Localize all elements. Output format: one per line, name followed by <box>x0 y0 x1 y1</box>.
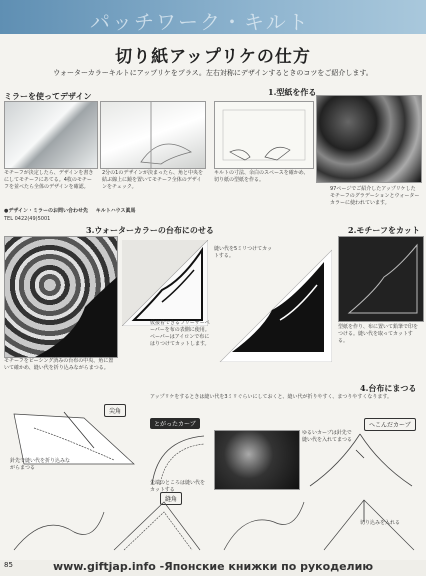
tab-corner: 縫角 <box>160 492 182 505</box>
page-title: 切り紙アップリケの仕方 <box>115 47 311 67</box>
header-band <box>0 0 426 34</box>
step1-caption: キルトの寸法、余白のスペースを確かめ、切り紙の型紙を作る。 <box>214 170 309 183</box>
mirror-info-label <box>4 208 204 215</box>
freezer-paper-photo <box>122 240 208 326</box>
step4-note-b: 先端のところは縫い代をカットする <box>150 480 206 493</box>
step4-diagram-bottom-left <box>4 492 204 554</box>
step1-pattern-svg <box>215 102 313 168</box>
step3-caption-mid: 仮接着できるフリーザーペーパーを布の表側に使用。ペーパーはアイロンで布にはりつけてカットします。 <box>150 320 210 347</box>
quilt-photo <box>316 95 422 183</box>
mirror-info-tel: TEL 0422(49)5001 <box>4 216 51 222</box>
page-number: 85 <box>4 561 13 569</box>
quilt-caption: 97ページでご紹介したアップリケしたモチーフのグラデーションとウォーターカラーに使われています。 <box>330 186 420 206</box>
mirror-photo <box>4 101 98 169</box>
step3-caption-left: モチーフをピーシング済みの台布の中央、角に置いて確かめ、縫い代を折り込みながらまつる。 <box>4 358 114 371</box>
step3-caption-right: 縫い代を5ミリつけてカットする。 <box>214 246 273 259</box>
step4-label: 4.台布にまつる <box>360 383 417 393</box>
freezer-paper-svg <box>122 240 208 326</box>
tab-outer-curve: とがったカーブ <box>150 418 200 429</box>
tab-pointed-corner: 尖角 <box>104 404 126 417</box>
step2-fabric-svg <box>339 237 423 321</box>
mirror-info-shop: キルトハウス眞馬 <box>95 208 136 214</box>
mirror-info-label-text: ●デザイン・ミラーのお問い合わせ先 <box>4 208 89 214</box>
footer-url[interactable]: www.giftjap.info -Японские книжки по рукоделию <box>52 560 374 573</box>
header-band-text: パッチワーク・キルト <box>90 10 310 34</box>
page-subtitle: ウォーターカラーキルトにアップリケをプラス。左右対称にデザインするときのコツをご紹介します。 <box>53 69 373 77</box>
step4-note-c: ゆるいカーブは針先で縫い代を入れてまつる <box>302 430 353 443</box>
step3-label: 3.ウォーターカラーの台布にのせる <box>86 225 214 235</box>
step3-floral-svg <box>5 237 117 357</box>
mirror-caption-1: モチーフが決定したら、デザインを書きにしてモチーフにあてる。4枚のモチーフを並べたら全体のデザインを確認。 <box>4 170 94 190</box>
step1-pattern-photo <box>214 101 314 169</box>
step4-intro: アップリケをするときは縫い代を3ミリぐらいにしておくと、縫い代が折りやすく、まつりやすくなります。 <box>150 394 393 400</box>
step4-note-a: 針先で縫い代を折り込みながらまつる <box>10 458 71 471</box>
step4-stitch-photo <box>214 430 300 490</box>
mirror-pattern-photo <box>100 101 206 169</box>
step1-label: 1.型紙を作る <box>268 87 317 97</box>
step2-fabric-photo <box>338 236 424 322</box>
step4-note-d: 切り込みを入れる <box>360 520 401 526</box>
mirror-section-label: ミラーを使ってデザイン <box>4 91 92 101</box>
step3-floral-photo <box>4 236 118 358</box>
mirror-caption-2: 2分の1のデザインが決まったら、角と中央を結ぶ線上に鏡を置いてモチーフ全体のデザインをチェック。 <box>102 170 204 190</box>
mirror-pattern-svg <box>101 102 205 168</box>
step2-label: 2.モチーフをカット <box>348 225 420 235</box>
tab-inner-curve: へこんだカーブ <box>364 418 416 431</box>
step2-caption: 型紙を作り、布に置いて鉛筆で印をつける。縫い代を取ってカットする。 <box>338 324 419 344</box>
